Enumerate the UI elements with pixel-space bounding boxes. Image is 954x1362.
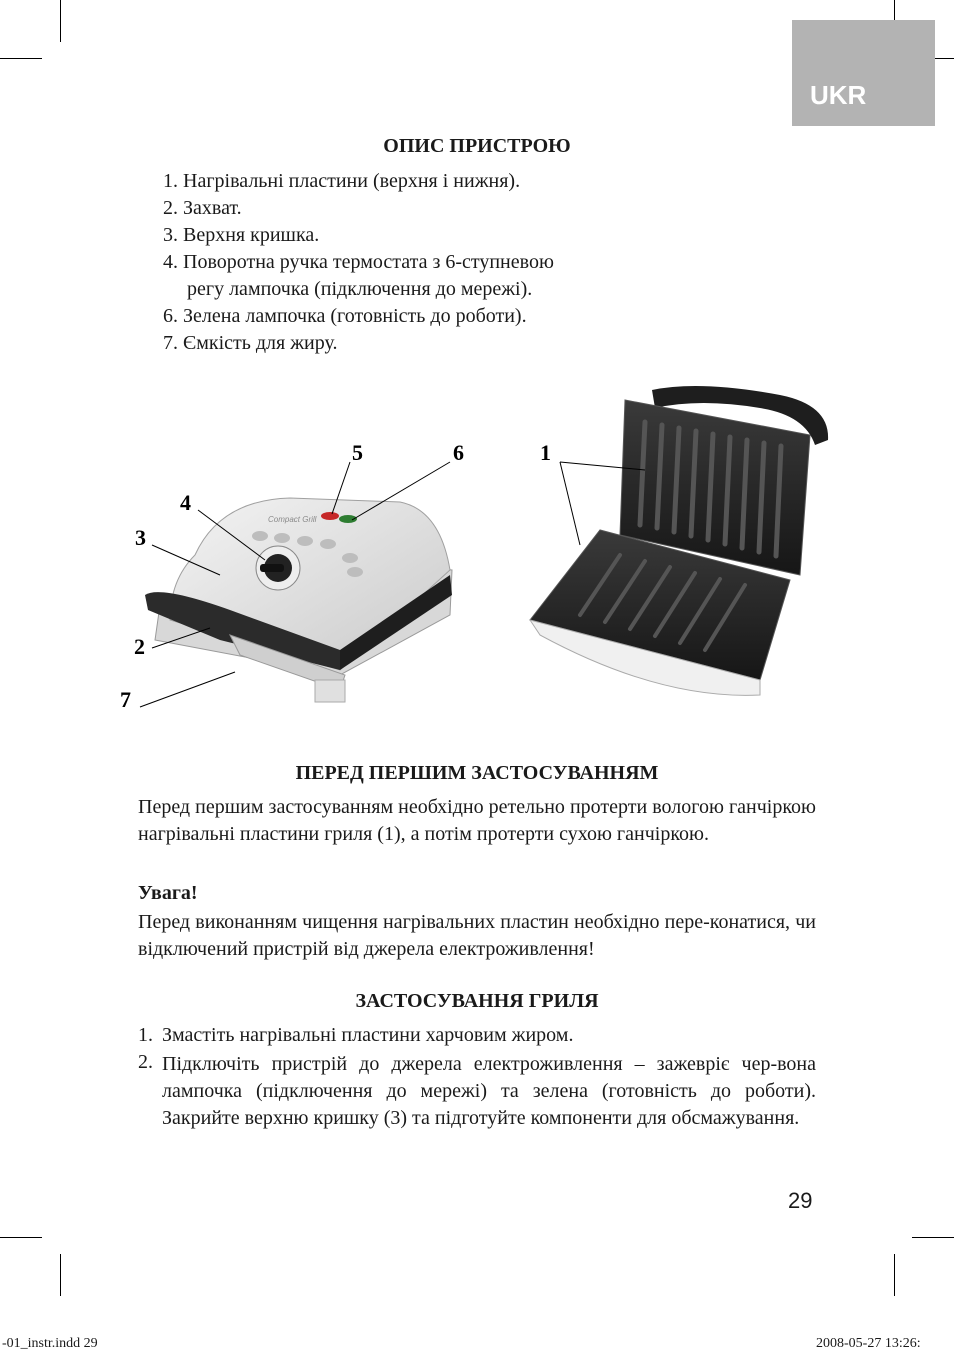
open-grill <box>530 386 828 695</box>
page-number: 29 <box>788 1188 813 1213</box>
section-title-before-first-use: ПЕРЕД ПЕРШИМ ЗАСТОСУВАННЯМ <box>295 762 659 784</box>
footer-file: -01_instr.indd 29 <box>2 1336 98 1351</box>
grill-illustration <box>100 370 840 720</box>
list-item: 3. Верхня кришка. <box>163 224 320 246</box>
crop-mark <box>912 1237 954 1238</box>
list-item: 4. Поворотна ручка термостата з 6-ступневою <box>163 251 554 273</box>
list-item: 2. Захват. <box>163 197 242 219</box>
list-item: 7. Ємкість для жиру. <box>163 332 338 354</box>
warning-text: Перед виконанням чищення нагрівальних пластин необхідно пере-конатися, чи відключений пристрій від джерела електроживлення! <box>138 911 816 960</box>
list-item: регу лампочка (підключення до мережі). <box>187 278 533 300</box>
warning-title: Увага! <box>138 882 198 904</box>
list-item: 1. Нагрівальні пластини (верхня і нижня). <box>163 170 521 192</box>
crop-mark <box>0 58 42 59</box>
list-item: 6. Зелена лампочка (готовність до роботи). <box>163 305 527 327</box>
section-title-description: ОПИС ПРИСТРОЮ <box>383 135 571 157</box>
callout-1: 1 <box>540 440 551 465</box>
footer-timestamp: 2008-05-27 13:26: <box>816 1336 921 1351</box>
step-number: 1. <box>138 1024 153 1046</box>
callout-3: 3 <box>135 525 146 550</box>
language-tab-label: UKR <box>810 80 867 110</box>
step-text: Змастіть нагрівальні пластини харчовим жиром. <box>162 1024 574 1046</box>
callout-6: 6 <box>453 440 464 465</box>
callout-5: 5 <box>352 440 363 465</box>
paragraph: Перед першим застосуванням необхідно ретельно протерти вологою ганчіркою нагрівальні пластини гриля (1), а потім протерти сухою ганчіркою. <box>138 796 816 845</box>
closed-grill <box>145 498 452 702</box>
step-text: Підключіть пристрій до джерела електроживлення – зажевріє чер-вона лампочка (підключення до мережі) та зелена (готовність до роботи). Закрийте верхню кришку (3) та підготуйте компоненти для обсмажування. <box>162 1053 816 1129</box>
crop-mark <box>60 1254 61 1296</box>
crop-mark <box>894 1254 895 1296</box>
step-number: 2. <box>138 1051 153 1073</box>
callout-4: 4 <box>180 490 191 515</box>
callout-7: 7 <box>120 687 131 712</box>
crop-mark <box>60 0 61 42</box>
panel-label: Compact Grill <box>268 515 317 524</box>
language-tab <box>792 20 935 126</box>
crop-mark <box>0 1237 42 1238</box>
section-title-using-grill: ЗАСТОСУВАННЯ ГРИЛЯ <box>355 990 599 1012</box>
callout-2: 2 <box>134 634 145 659</box>
